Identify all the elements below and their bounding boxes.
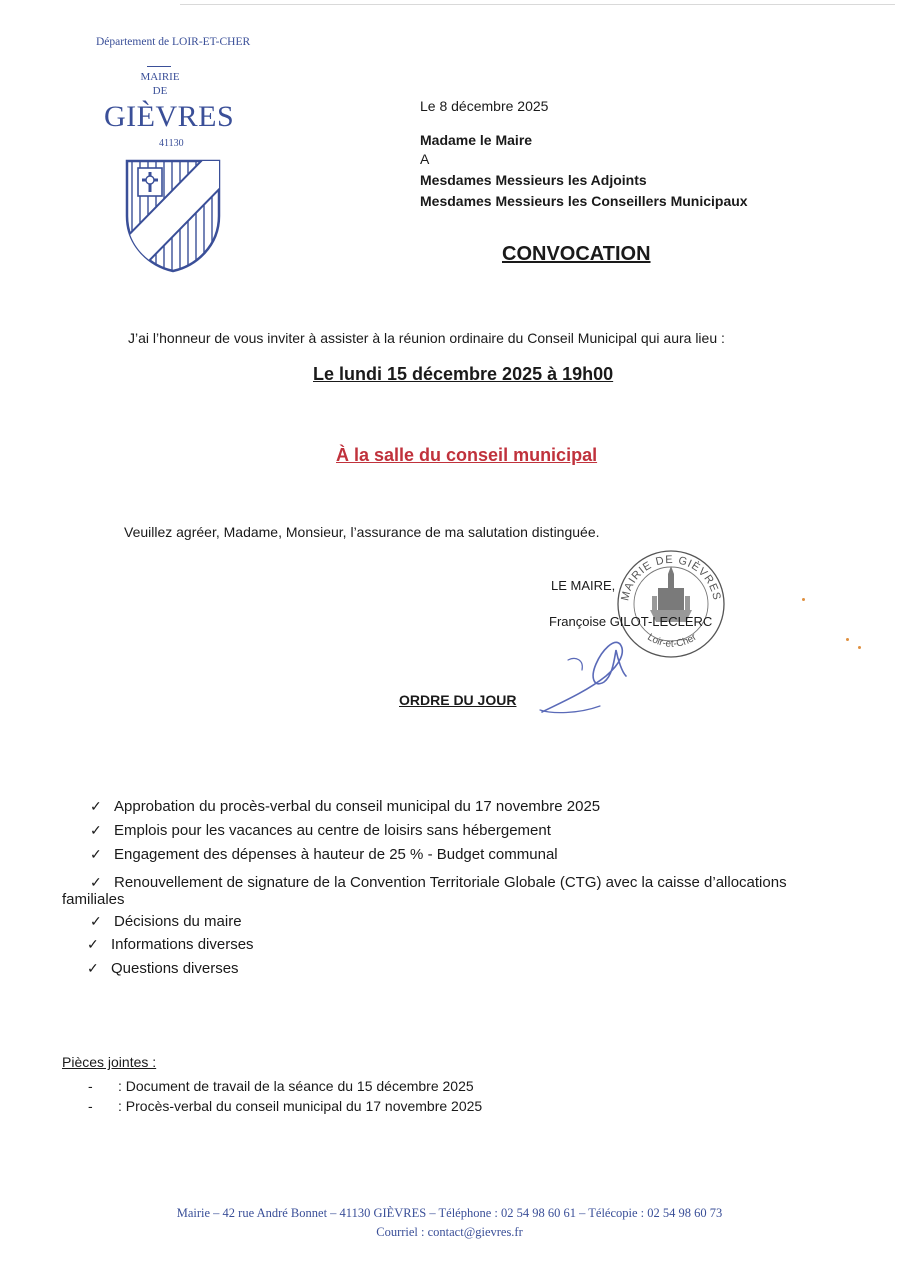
agenda-item-text: Approbation du procès-verbal du conseil municipal du 17 novembre 2025 <box>114 798 601 815</box>
de-word: DE <box>152 85 168 97</box>
coat-of-arms-icon <box>124 158 222 274</box>
agenda-item-text: Informations diverses <box>111 936 254 953</box>
recipient-line: A <box>420 151 430 167</box>
footer-address: Mairie – 42 rue André Bonnet – 41130 GIÈVRES – Téléphone : 02 54 98 60 61 – Télécopie : 02 54 98 60 73 <box>176 1206 723 1220</box>
agenda-item <box>90 798 600 815</box>
recipient-line: Madame le Maire <box>420 132 533 148</box>
letterhead-divider <box>147 66 171 67</box>
mairie-word: MAIRIE <box>140 71 180 83</box>
dash-bullet: - <box>88 1078 93 1094</box>
checkmark-icon: ✓ <box>90 822 102 838</box>
checkmark-icon: ✓ <box>90 798 102 814</box>
stamp-text-top: MAIRIE DE GIÈVRES <box>619 553 723 602</box>
checkmark-icon: ✓ <box>90 846 102 862</box>
agenda-item <box>90 913 242 930</box>
footer-email: Courriel : contact@gievres.fr <box>376 1225 523 1239</box>
department-label: Département de LOIR-ET-CHER <box>96 36 251 48</box>
meeting-datetime: Le lundi 15 décembre 2025 à 19h00 <box>313 364 614 384</box>
attachment-item <box>88 1078 474 1094</box>
agenda-item <box>90 846 558 863</box>
mayor-name: Françoise GILOT-LECLERC <box>549 614 713 629</box>
checkmark-icon: ✓ <box>90 874 102 890</box>
agenda-item-text: Emplois pour les vacances au centre de loisirs sans hébergement <box>114 822 551 839</box>
agenda-item-text: Renouvellement de signature de la Convention Territoriale Globale (CTG) avec la caisse d’allocations <box>114 874 787 891</box>
checkmark-icon: ✓ <box>87 936 99 952</box>
meeting-location: À la salle du conseil municipal <box>336 445 598 465</box>
checkmark-icon: ✓ <box>90 913 102 929</box>
document-title: CONVOCATION <box>502 243 651 265</box>
stamp-text-bottom: Loir-et-Cher <box>645 631 699 650</box>
agenda-item-continuation: familiales <box>62 891 125 908</box>
scan-speck <box>846 638 849 641</box>
mairie-label <box>120 70 200 98</box>
agenda-item <box>90 874 787 891</box>
attachments-title: Pièces jointes : <box>62 1054 157 1070</box>
agenda-item-text: Questions diverses <box>111 960 239 977</box>
svg-text:Loir-et-Cher <box>645 632 699 650</box>
agenda-item-text: Engagement des dépenses à hauteur de 25 % - Budget communal <box>114 846 558 863</box>
recipient-line: Mesdames Messieurs les Adjoints <box>420 172 647 188</box>
dash-bullet: - <box>88 1098 93 1114</box>
scan-speck <box>802 598 805 601</box>
agenda-item-text: Décisions du maire <box>114 913 242 930</box>
recipient-line: Mesdames Messieurs les Conseillers Municipaux <box>420 193 748 209</box>
handwritten-signature-icon <box>538 630 648 716</box>
closing-text: Veuillez agréer, Madame, Monsieur, l’assurance de ma salutation distinguée. <box>124 524 600 540</box>
scan-speck <box>858 646 861 649</box>
town-name: GIÈVRES <box>104 100 235 133</box>
agenda-title: ORDRE DU JOUR <box>399 692 517 708</box>
attachment-text: : Procès-verbal du conseil municipal du 17 novembre 2025 <box>118 1098 483 1114</box>
mayor-title: LE MAIRE, <box>551 578 616 593</box>
intro-text: J’ai l’honneur de vous inviter à assister à la réunion ordinaire du Conseil Municipal qui aura lieu : <box>128 330 725 346</box>
agenda-item <box>87 936 254 953</box>
letter-date: Le 8 décembre 2025 <box>420 98 549 114</box>
agenda-item <box>90 822 551 839</box>
postal-code: 41130 <box>159 138 184 149</box>
agenda-item <box>87 960 239 977</box>
checkmark-icon: ✓ <box>87 960 99 976</box>
attachment-text: : Document de travail de la séance du 15 décembre 2025 <box>118 1078 474 1094</box>
attachment-item <box>88 1098 482 1114</box>
scan-edge-line <box>180 4 895 5</box>
